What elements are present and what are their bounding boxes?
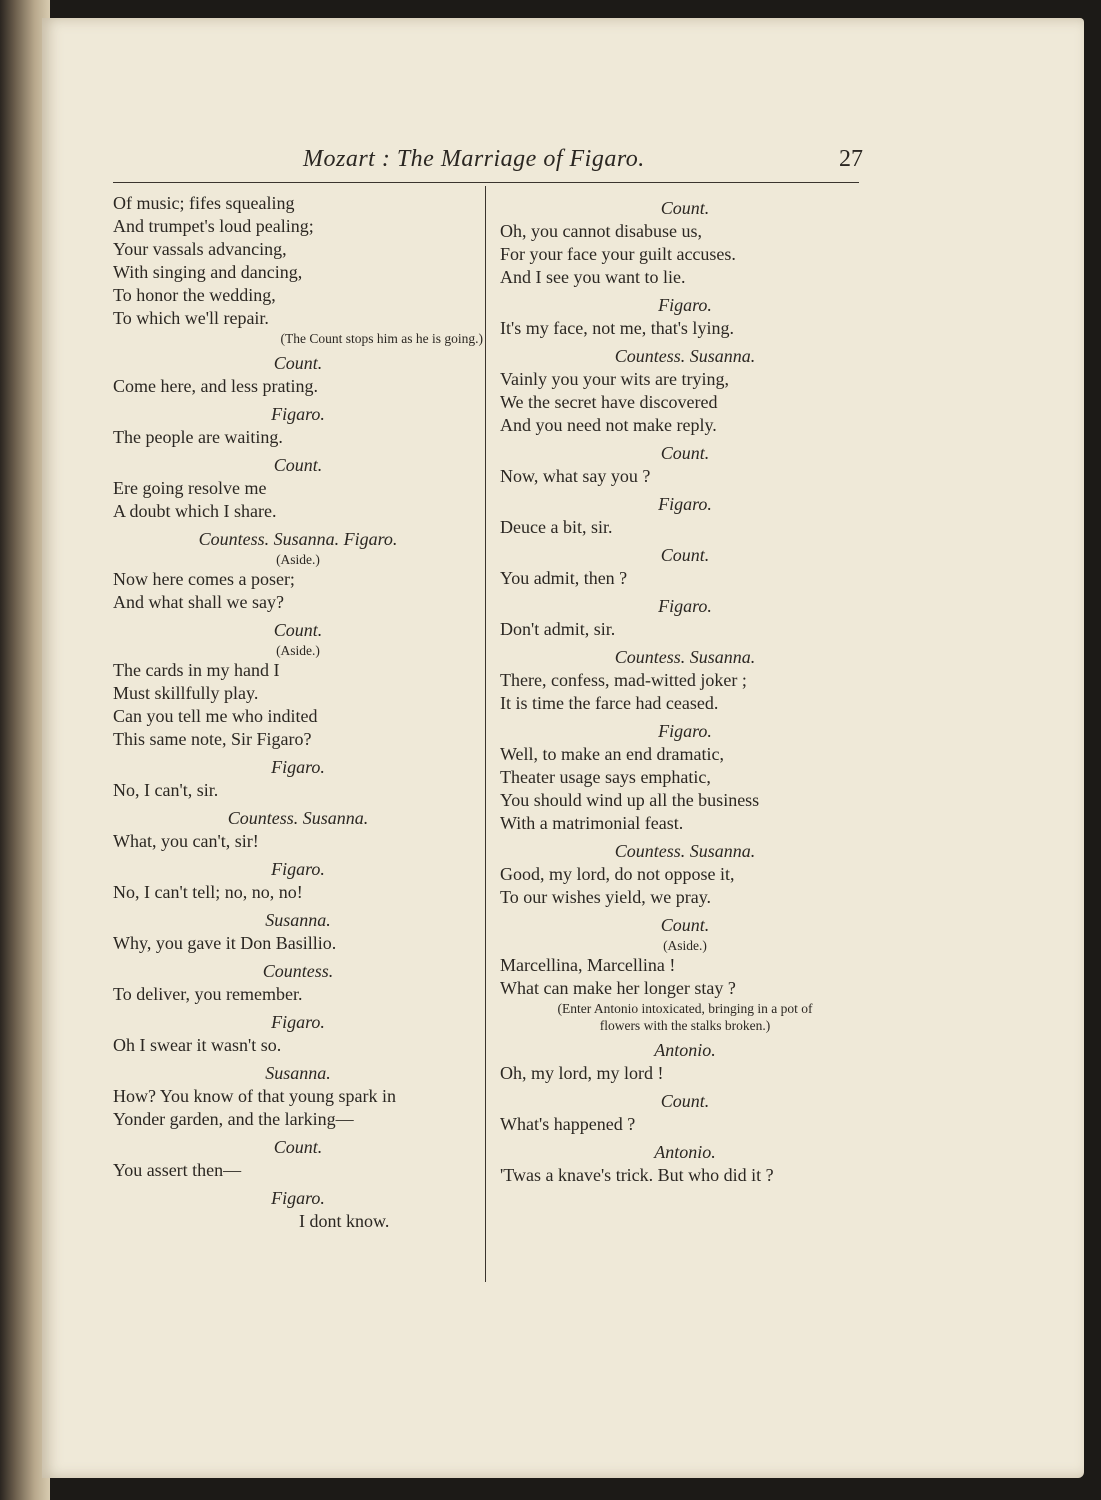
speaker-name: Figaro.	[271, 1188, 325, 1208]
verse-line: Of music; fifes squealing	[113, 193, 295, 213]
verse-line: The cards in my hand I	[113, 660, 280, 680]
verse-line: How? You know of that young spark in	[113, 1086, 396, 1106]
verse-line: With a matrimonial feast.	[500, 813, 684, 833]
verse-line: With singing and dancing,	[113, 262, 303, 282]
verse-line: There, confess, mad-witted joker ;	[500, 670, 747, 690]
column-divider	[485, 186, 486, 1282]
verse-line: Must skillfully play.	[113, 683, 259, 703]
stage-direction: (The Count stops him as he is going.)	[280, 331, 483, 346]
stage-direction: flowers with the stalks broken.)	[599, 1018, 771, 1033]
verse-line: Now, what say you ?	[500, 466, 651, 486]
stage-direction: (Aside.)	[276, 643, 320, 658]
verse-line: And what shall we say?	[113, 592, 284, 612]
speaker-name: Figaro.	[658, 721, 712, 741]
speaker-name: Countess. Susanna.	[614, 841, 756, 861]
verse-line: It is time the farce had ceased.	[500, 693, 719, 713]
verse-line: Yonder garden, and the larking—	[113, 1109, 354, 1129]
verse-line: What, you can't, sir!	[113, 831, 259, 851]
verse-line: Oh, you cannot disabuse us,	[500, 221, 702, 241]
verse-line: Can you tell me who indited	[113, 706, 318, 726]
speaker-name: Countess. Susanna.	[614, 346, 756, 366]
verse-line: To our wishes yield, we pray.	[500, 887, 712, 907]
speaker-name: Count.	[273, 455, 323, 475]
verse-line: What's happened ?	[500, 1114, 636, 1134]
speaker-name: Figaro.	[658, 494, 712, 514]
speaker-name: Count.	[660, 545, 710, 565]
speaker-name: Countess. Susanna. Figaro.	[198, 529, 398, 549]
verse-line: For your face your guilt accuses.	[500, 244, 736, 264]
verse-line: Marcellina, Marcellina !	[500, 955, 676, 975]
verse-line: To which we'll repair.	[113, 308, 269, 328]
verse-line: This same note, Sir Figaro?	[113, 729, 312, 749]
speaker-name: Figaro.	[271, 1012, 325, 1032]
verse-line: You assert then—	[113, 1160, 242, 1180]
stage-direction: (Aside.)	[663, 938, 707, 953]
stage-direction: (Enter Antonio intoxicated, bringing in a pot of	[557, 1001, 813, 1016]
page-header	[113, 128, 863, 183]
verse-line: I dont know.	[299, 1211, 390, 1231]
speaker-name: Figaro.	[271, 859, 325, 879]
verse-line: It's my face, not me, that's lying.	[500, 318, 734, 338]
running-title: Mozart : The Marriage of Figaro.	[303, 146, 645, 172]
verse-line: Don't admit, sir.	[500, 619, 616, 639]
verse-line: Come here, and less prating.	[113, 376, 318, 396]
verse-line: Theater usage says emphatic,	[500, 767, 711, 787]
verse-line: Ere going resolve me	[113, 478, 267, 498]
verse-line: We the secret have discovered	[500, 392, 718, 412]
speaker-name: Susanna.	[265, 910, 331, 930]
verse-line: No, I can't tell; no, no, no!	[113, 882, 303, 902]
verse-line: The people are waiting.	[113, 427, 283, 447]
verse-line: Deuce a bit, sir.	[500, 517, 613, 537]
speaker-name: Count.	[273, 620, 323, 640]
verse-line: You should wind up all the business	[500, 790, 760, 810]
verse-line: Vainly you your wits are trying,	[500, 369, 729, 389]
speaker-name: Count.	[273, 1137, 323, 1157]
speaker-name: Figaro.	[658, 295, 712, 315]
verse-line: Good, my lord, do not oppose it,	[500, 864, 735, 884]
verse-line: Now here comes a poser;	[113, 569, 295, 589]
speaker-name: Count.	[660, 915, 710, 935]
verse-line: A doubt which I share.	[113, 501, 277, 521]
verse-line: Oh, my lord, my lord !	[500, 1063, 664, 1083]
verse-line: To deliver, you remember.	[113, 984, 303, 1004]
speaker-name: Figaro.	[271, 404, 325, 424]
verse-line: To honor the wedding,	[113, 285, 276, 305]
speaker-name: Figaro.	[658, 596, 712, 616]
verse-line: And trumpet's loud pealing;	[113, 216, 314, 236]
verse-line: What can make her longer stay ?	[500, 978, 736, 998]
speaker-name: Figaro.	[271, 757, 325, 777]
verse-line: And you need not make reply.	[500, 415, 717, 435]
speaker-name: Count.	[660, 198, 710, 218]
page-number: 27	[839, 146, 863, 172]
verse-line: Your vassals advancing,	[113, 239, 287, 259]
stage-direction: (Aside.)	[276, 552, 320, 567]
verse-line: 'Twas a knave's trick. But who did it ?	[500, 1165, 774, 1185]
speaker-name: Susanna.	[265, 1063, 331, 1083]
speaker-name: Countess. Susanna.	[614, 647, 756, 667]
verse-line: Why, you gave it Don Basillio.	[113, 933, 337, 953]
verse-line: Well, to make an end dramatic,	[500, 744, 724, 764]
verse-line: No, I can't, sir.	[113, 780, 219, 800]
speaker-name: Count.	[273, 353, 323, 373]
left-column	[113, 192, 483, 1233]
speaker-name: Antonio.	[654, 1040, 716, 1060]
speaker-name: Count.	[660, 1091, 710, 1111]
speaker-name: Antonio.	[654, 1142, 716, 1162]
right-column	[500, 192, 870, 1187]
verse-line: Oh I swear it wasn't so.	[113, 1035, 282, 1055]
speaker-name: Count.	[660, 443, 710, 463]
verse-line: And I see you want to lie.	[500, 267, 686, 287]
speaker-name: Countess. Susanna.	[227, 808, 369, 828]
verse-line: You admit, then ?	[500, 568, 628, 588]
speaker-name: Countess.	[262, 961, 334, 981]
